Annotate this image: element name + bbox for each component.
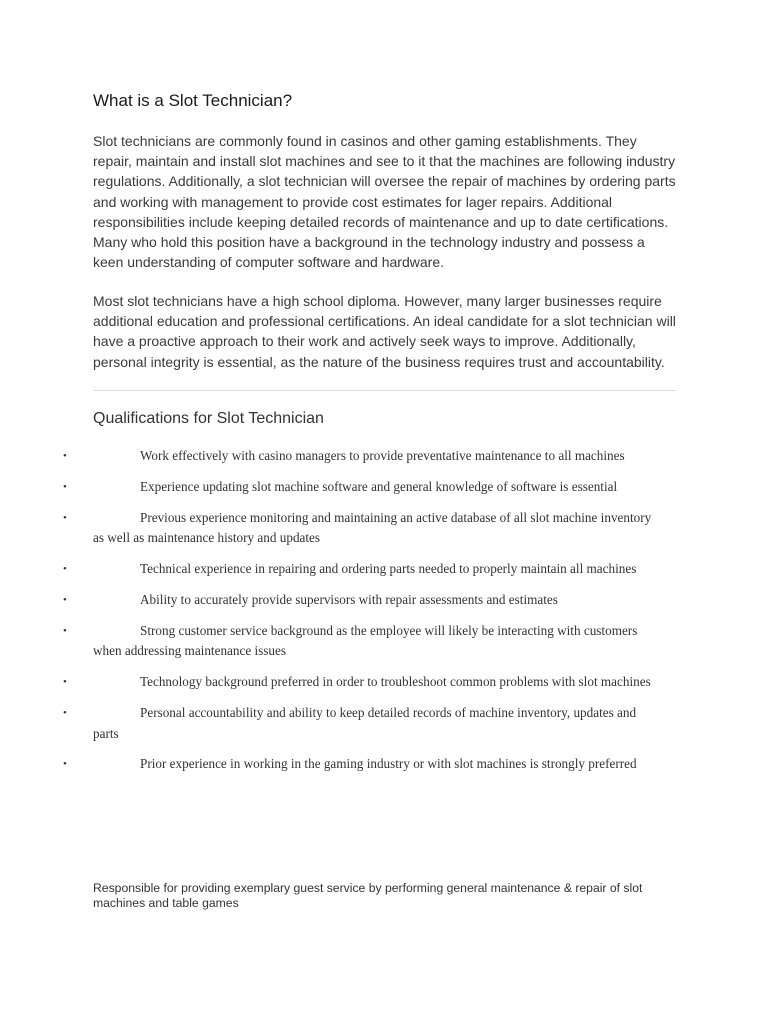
list-item-text: Previous experience monitoring and maintaining an active database of all slot machine inventory as well as maintenance history and updates [93, 509, 652, 546]
list-item-text: Personal accountability and ability to keep detailed records of machine inventory, updates and parts [93, 705, 637, 741]
list-item [63, 477, 683, 497]
bullet-icon: • [63, 450, 67, 462]
bullet-icon: • [63, 480, 67, 493]
list-item [63, 754, 683, 774]
qualifications-list [63, 446, 683, 785]
list-item [63, 590, 683, 610]
education-paragraph: Most slot technicians have a high school diploma. However, many larger businesses require additional education and professional certifications. An ideal candidate for a slot technician will have a proactive approach to their work and actively seek ways to improve. Additionally, personal integrity is essential, as the nature of the business requires trust and accountability. [93, 293, 676, 370]
list-item-text: Experience updating slot machine software and general knowledge of software is essential [140, 478, 618, 494]
bullet-icon: • [63, 563, 67, 576]
bullet-icon: • [63, 707, 67, 720]
list-item-text: Prior experience in working in the gaming industry or with slot machines is strongly preferred [140, 756, 637, 772]
list-item-text: Technology background preferred in order to troubleshoot common problems with slot machines [140, 674, 651, 690]
section-divider [93, 390, 676, 391]
qualifications-heading: Qualifications for Slot Technician [93, 410, 324, 427]
bullet-icon: • [63, 676, 67, 689]
intro-paragraph: Slot technicians are commonly found in casinos and other gaming establishments. They repair, maintain and install slot machines and see to it that the machines are following industry regulations. Additionally, a slot technician will oversee the repair of machines by ordering parts and working with management to provide cost estimates for lager repairs. Additional responsibilities include keeping detailed records of maintenance and up to date certifications. Many who hold this position have a background in the technology industry and possess a keen understanding of computer software and hardware. [93, 133, 676, 271]
list-item-text: Strong customer service background as the employee will likely be interacting with customers when addressing maintenance issues [93, 622, 638, 659]
list-item [63, 446, 683, 466]
list-item-text: Technical experience in repairing and ordering parts needed to properly maintain all machines [140, 561, 637, 577]
list-item [63, 559, 683, 579]
responsibility-summary: Responsible for providing exemplary guest service by performing general maintenance & repair of slot machines and table games [93, 881, 643, 911]
list-item [63, 621, 683, 662]
page-title: What is a Slot Technician? [93, 91, 293, 110]
bullet-icon: • [63, 511, 67, 524]
bullet-icon: • [63, 624, 67, 637]
list-item [63, 508, 683, 549]
list-item [63, 672, 683, 692]
list-item-text: Ability to accurately provide supervisors with repair assessments and estimates [140, 592, 558, 608]
list-item [63, 703, 683, 744]
bullet-icon: • [63, 758, 67, 771]
bullet-icon: • [63, 594, 67, 607]
list-item-text: Work effectively with casino managers to provide preventative maintenance to all machines [140, 448, 625, 463]
